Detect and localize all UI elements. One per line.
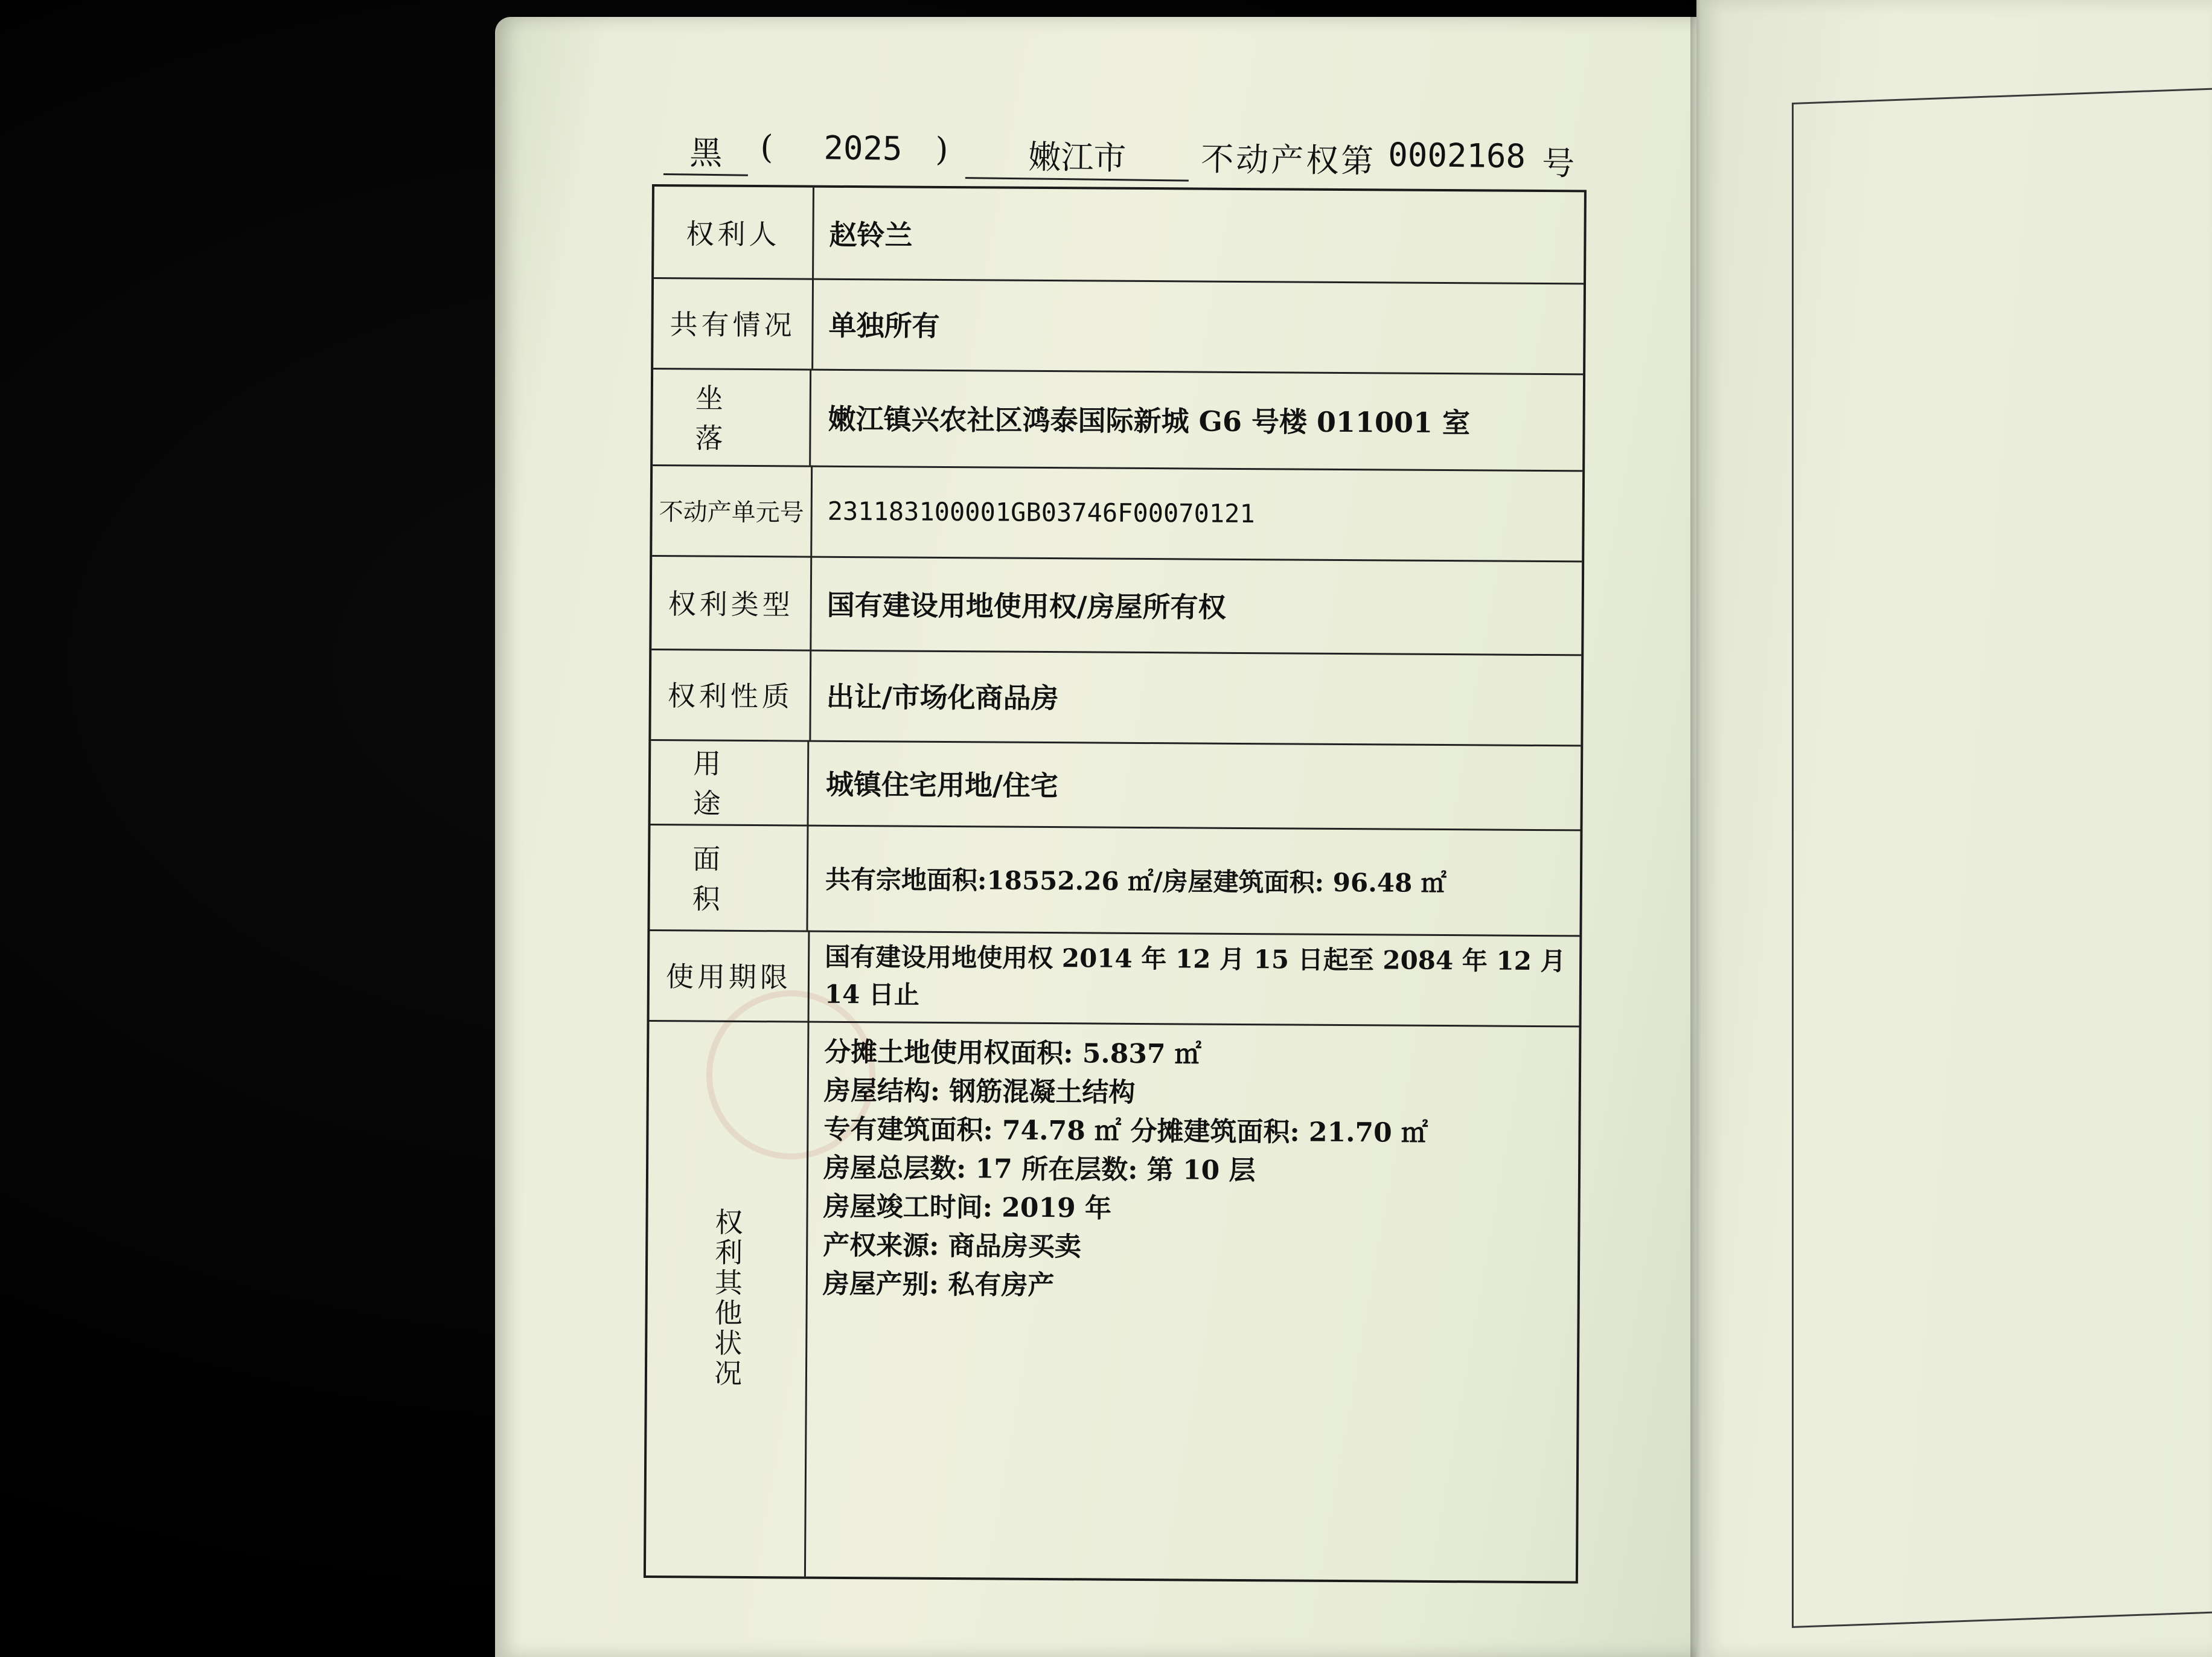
row-location (653, 368, 1583, 472)
value-unit-number: 231183100001GB03746F00070121 (827, 496, 1255, 528)
row-owner (654, 187, 1584, 284)
other-line: 房屋产别: 私有房产 (822, 1268, 1055, 1301)
label-other-status: 权利其他状况 (709, 1207, 744, 1389)
label-usage: 用途 (651, 739, 810, 825)
value-location: 嫩江镇兴农社区鸿泰国际新城 G6 号楼 011001 室 (828, 402, 1471, 440)
right-page-frame (1792, 86, 2212, 1628)
book-spine (1690, 0, 1704, 1657)
other-line: 房屋结构: 钢筋混凝土结构 (823, 1075, 1136, 1108)
label-owner: 权利人 (654, 187, 814, 278)
row-unit-number (652, 464, 1582, 562)
header-province: 黑 (663, 127, 749, 176)
header-suffix: 号 (1541, 144, 1575, 183)
value-right-nature: 出让/市场化商品房 (826, 680, 1059, 715)
row-co-ownership (653, 277, 1584, 375)
other-status-lines (823, 1033, 1428, 1307)
other-line: 房屋竣工时间: 2019 年 (823, 1191, 1112, 1224)
label-right-type: 权利类型 (651, 555, 812, 650)
other-line: 房屋总层数: 17 所在层数: 第 10 层 (823, 1152, 1256, 1187)
value-right-type: 国有建设用地使用权/房屋所有权 (826, 588, 1226, 624)
header-city: 嫩江市 (965, 130, 1189, 182)
label-other-status-box (646, 1020, 810, 1577)
row-right-type (651, 555, 1582, 656)
label-area: 面积 (650, 824, 808, 931)
header-close-paren: ) (935, 130, 948, 168)
header-year: 2025 (823, 129, 903, 168)
property-table (644, 184, 1587, 1583)
value-owner: 赵铃兰 (829, 218, 913, 252)
other-line: 产权来源: 商品房买卖 (823, 1229, 1081, 1263)
value-area: 共有宗地面积:18552.26 ㎡/房屋建筑面积: 96.48 ㎡ (825, 864, 1447, 898)
row-usage (651, 739, 1581, 831)
other-line: 专有建筑面积: 74.78 ㎡ 分摊建筑面积: 21.70 ㎡ (823, 1114, 1428, 1149)
value-co-ownership: 单独所有 (828, 309, 940, 342)
header-open-paren: ( (760, 127, 773, 167)
header-prefix: 不动产权第 (1200, 139, 1376, 181)
row-area (650, 824, 1580, 937)
label-term: 使用期限 (650, 929, 810, 1021)
other-line: 分摊土地使用权面积: 5.837 ㎡ (824, 1036, 1202, 1070)
label-right-nature: 权利性质 (651, 649, 811, 740)
label-co-ownership: 共有情况 (653, 277, 814, 369)
header-number: 0002168 (1388, 135, 1526, 176)
label-location: 坐落 (653, 368, 811, 466)
value-term: 国有建设用地使用权 2014 年 12 月 15 日起至 2084 年 12 月 14 日止 (824, 941, 1566, 1010)
value-usage: 城镇住宅用地/住宅 (825, 768, 1058, 803)
row-term (650, 929, 1580, 1027)
label-unit-number: 不动产单元号 (652, 464, 813, 556)
row-other-status (646, 1020, 1579, 1581)
row-right-nature (651, 649, 1581, 746)
certificate-header (663, 121, 1606, 187)
